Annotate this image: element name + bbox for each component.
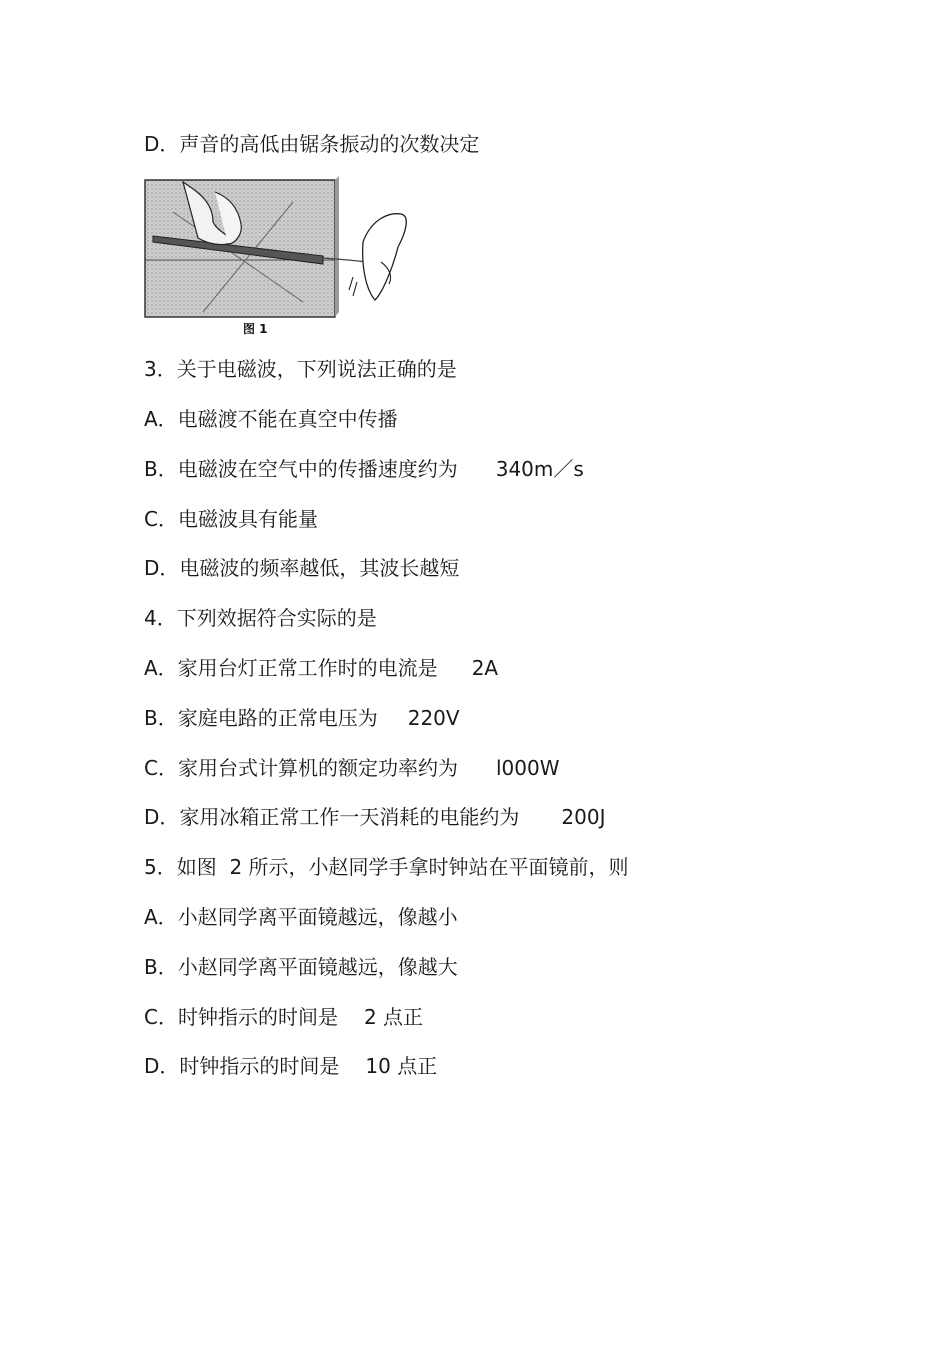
q5-option-a: A．小赵同学离平面镜越远，像越小 xyxy=(144,905,458,929)
q3-option-a: A．电磁渡不能在真空中传播 xyxy=(144,407,398,431)
q5-option-d-text: D．时钟指示的时间是 xyxy=(144,1054,340,1078)
q5-option-c-value: 2 点正 xyxy=(363,1005,424,1029)
q4-option-d-text: D．家用冰箱正常工作一天消耗的电能约为 xyxy=(144,805,520,829)
q5-option-c xyxy=(144,1004,423,1030)
q5-option-b: B．小赵同学离平面镜越远，像越大 xyxy=(144,955,458,979)
q3-option-c: C．电磁波具有能量 xyxy=(144,507,318,531)
q4-option-c-text: C．家用台式计算机的额定功率约为 xyxy=(144,756,458,780)
q3-option-b-text: B．电磁波在空气中的传播速度约为 xyxy=(144,457,458,481)
q4-option-c-value: l000W xyxy=(495,756,560,780)
q4-stem: 4．下列效据符合实际的是 xyxy=(144,606,377,630)
q5-option-c-text: C．时钟指示的时间是 xyxy=(144,1005,338,1029)
figure-caption: 图 1 xyxy=(243,322,268,336)
q5-stem: 5．如图 2 所示，小赵同学手拿时钟站在平面镜前，则 xyxy=(144,855,629,879)
q4-option-d-value: 200J xyxy=(561,805,606,829)
figure-1-saw-table-illustration xyxy=(143,172,428,337)
q4-option-a-value: 2A xyxy=(471,656,499,680)
q3-option-d: D．电磁波的频率越低，其波长越短 xyxy=(144,556,460,580)
q3-stem: 3．关于电磁波，下列说法正确的是 xyxy=(144,357,457,381)
q3-option-b xyxy=(144,456,584,482)
q4-option-a xyxy=(144,655,498,681)
q4-option-d xyxy=(144,804,605,830)
q4-option-c xyxy=(144,755,559,781)
q3-option-b-value: 340m／s xyxy=(495,457,584,481)
q4-option-b-value: 220V xyxy=(407,706,460,730)
q4-option-b xyxy=(144,705,460,731)
q2-option-d: D．声音的高低由锯条振动的次数决定 xyxy=(144,132,480,156)
q4-option-a-text: A．家用台灯正常工作时的电流是 xyxy=(144,656,438,680)
q5-option-d-value: 10 点正 xyxy=(365,1054,438,1078)
q4-option-b-text: B．家庭电路的正常电压为 xyxy=(144,706,378,730)
q5-option-d xyxy=(144,1053,437,1079)
